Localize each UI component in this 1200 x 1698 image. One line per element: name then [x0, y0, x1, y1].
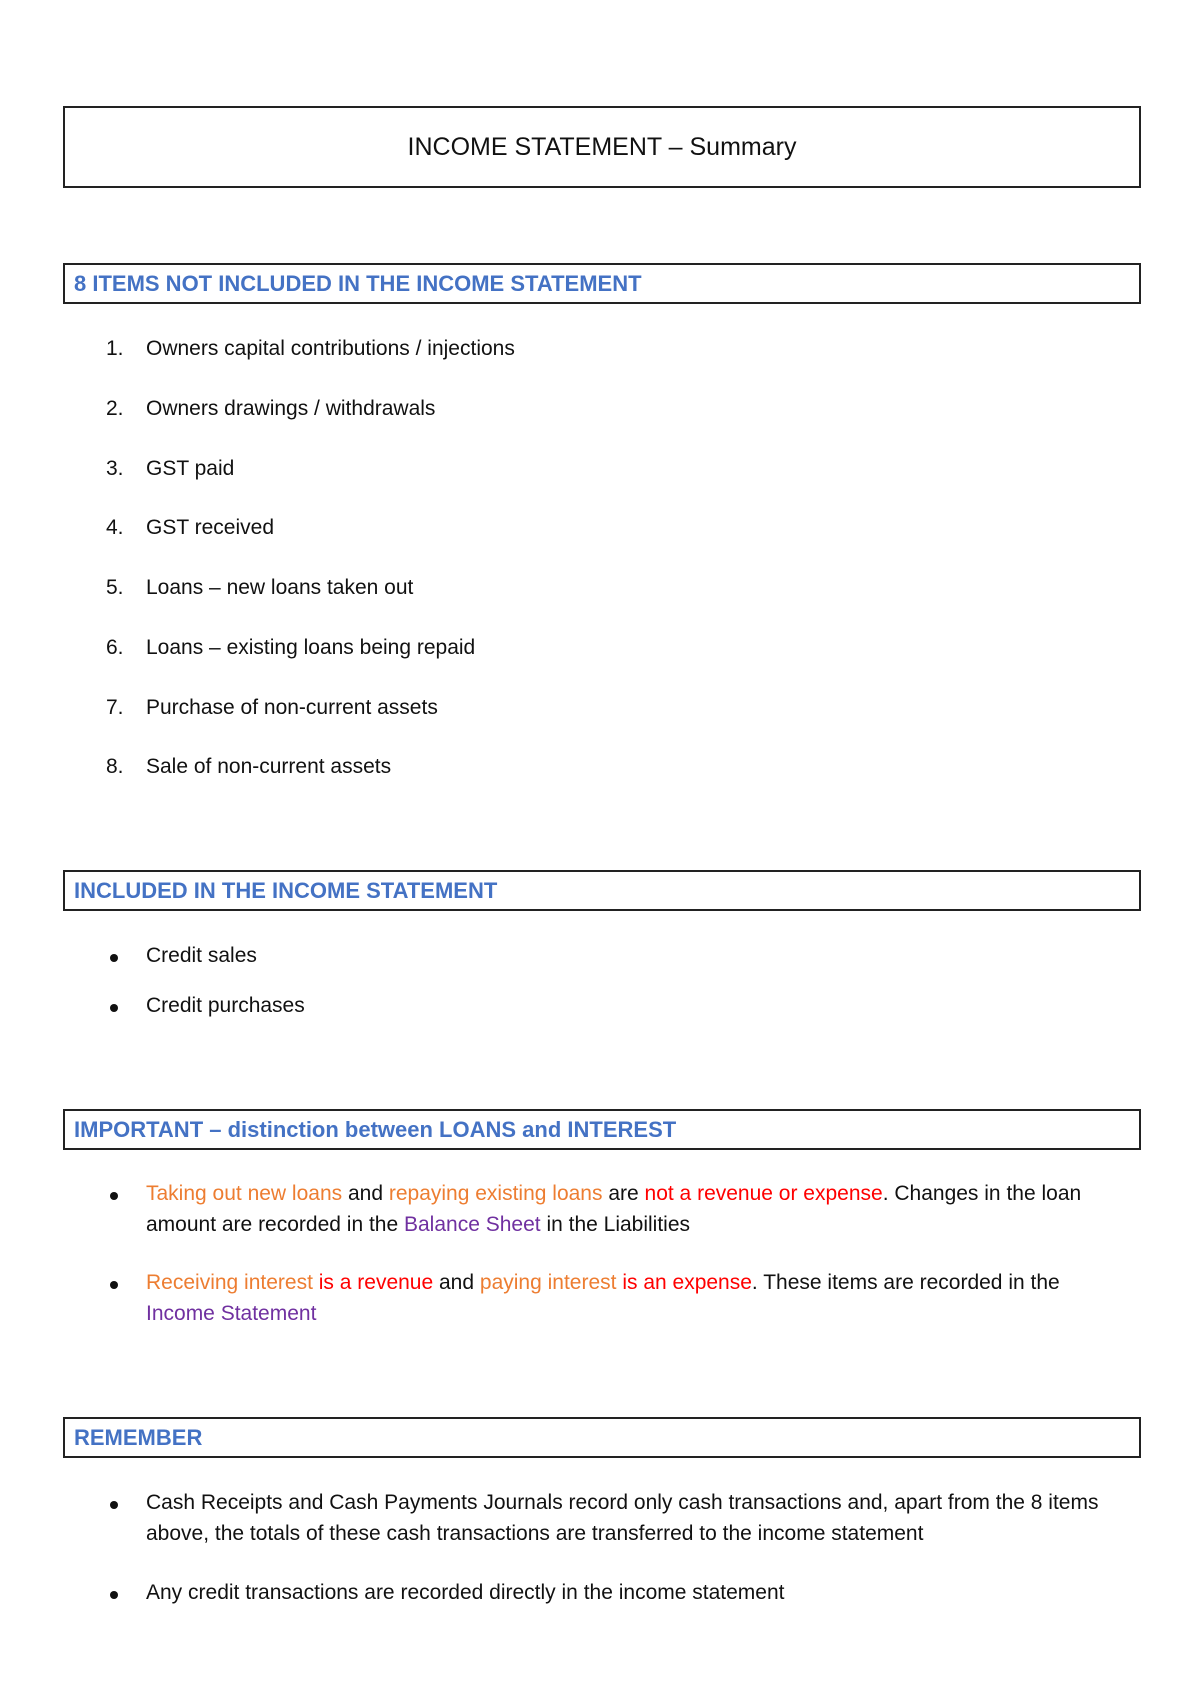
list-text: Owners drawings / withdrawals [146, 397, 436, 420]
paying-interest-text: paying interest [479, 1271, 617, 1294]
list-text: Credit purchases [146, 994, 305, 1017]
expense-text: is an expense [616, 1271, 752, 1294]
connector-text: and [342, 1182, 389, 1205]
list-number: 3. [106, 457, 124, 480]
list-number: 6. [106, 636, 124, 659]
list-text: Loans – existing loans being repaid [146, 636, 476, 659]
list-text [146, 1178, 1126, 1240]
page-title: INCOME STATEMENT – Summary [63, 106, 1141, 188]
body-text: . These items are recorded in the [751, 1271, 1060, 1294]
list-text: Purchase of non-current assets [146, 696, 438, 719]
bullet-icon [110, 1501, 118, 1509]
body-text: in the Liabilities [540, 1213, 691, 1236]
bullet-icon [110, 1192, 118, 1200]
section-heading-text: 8 ITEMS NOT INCLUDED IN THE INCOME STATEMENT [74, 270, 642, 296]
connector-text: and [433, 1271, 480, 1294]
body-text: . Changes in the loan amount are recorded in the [146, 1182, 1082, 1236]
list-number: 2. [106, 397, 124, 420]
receiving-interest-text: Receiving interest [146, 1271, 313, 1294]
section-heading-remember [63, 1417, 1141, 1458]
list-text: Any credit transactions are recorded directly in the income statement [146, 1581, 785, 1604]
bullet-icon [110, 1591, 118, 1599]
bullet-icon [110, 954, 118, 962]
list-number: 5. [106, 576, 124, 599]
bullet-icon [110, 1004, 118, 1012]
section-heading-included [63, 870, 1141, 911]
revenue-text: is a revenue [312, 1271, 434, 1294]
connector-text: are [602, 1182, 645, 1205]
balance-sheet-text: Balance Sheet [404, 1213, 541, 1236]
section-heading-not-included [63, 263, 1141, 304]
list-text: Cash Receipts and Cash Payments Journals record only cash transactions and, apart from the 8 items above, the totals of these cash transactions are transferred to the income statement [146, 1491, 1099, 1545]
list-number: 7. [106, 696, 124, 719]
list-text: GST paid [146, 457, 235, 480]
section-heading-text: IMPORTANT – distinction between LOANS and INTEREST [74, 1116, 677, 1142]
income-statement-text: Income Statement [146, 1302, 317, 1325]
list-text: Loans – new loans taken out [146, 576, 414, 599]
loans-taken-text: Taking out new loans [146, 1182, 343, 1205]
list-text: GST received [146, 516, 274, 539]
bullet-icon [110, 1281, 118, 1289]
loans-repaid-text: repaying existing loans [388, 1182, 603, 1205]
section-heading-important [63, 1109, 1141, 1150]
list-number: 4. [106, 516, 124, 539]
list-number: 8. [106, 755, 124, 778]
list-number: 1. [106, 337, 124, 360]
list-text: Credit sales [146, 944, 257, 967]
list-text: Sale of non-current assets [146, 755, 392, 778]
section-heading-text: REMEMBER [74, 1424, 203, 1450]
list-text: Owners capital contributions / injections [146, 337, 515, 360]
list-text [146, 1267, 1126, 1329]
not-revenue-text: not a revenue or expense [644, 1182, 883, 1205]
section-heading-text: INCLUDED IN THE INCOME STATEMENT [74, 877, 498, 903]
